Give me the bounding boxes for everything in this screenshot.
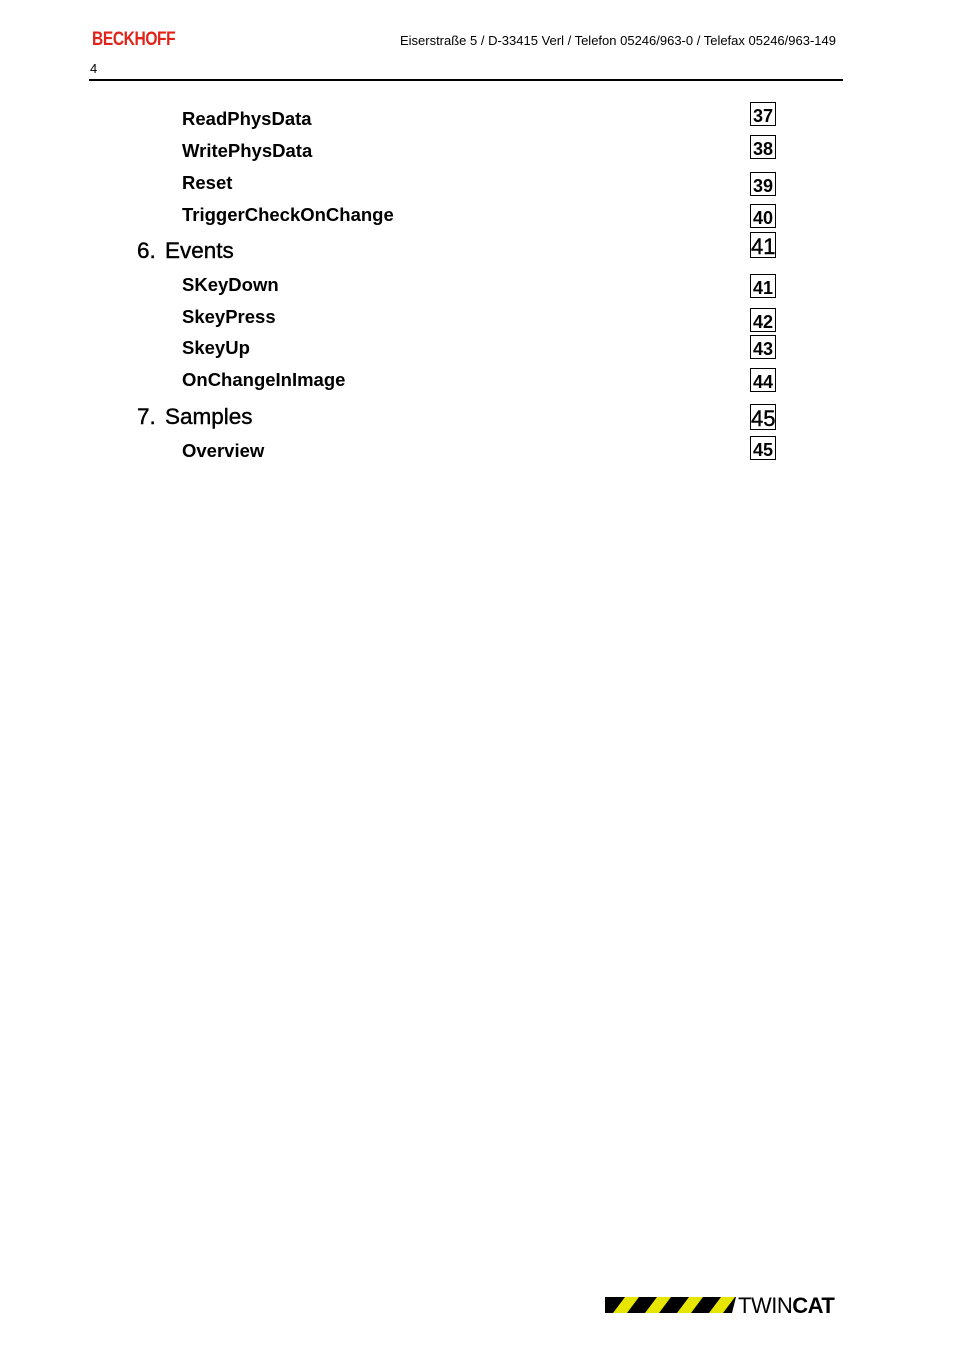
toc-entry-label: SkeyUp [182,337,250,358]
header-rule [89,79,843,81]
toc-entry-label: SkeyPress [182,306,276,327]
toc-entry-label: Overview [182,440,265,461]
header-address: Eiserstraße 5 / D-33415 Verl / Telefon 05246/963-0 / Telefax 05246/963-149 [399,33,836,48]
toc-entry-onchangeinimage[interactable] [0,369,954,393]
toc-entry-label: Reset [182,172,233,193]
toc-page-link[interactable]: 39 [750,172,776,196]
toc-page-link[interactable]: 44 [750,368,776,392]
twincat-logo [605,1293,845,1317]
toc-entry-writephysdata[interactable] [0,140,954,164]
toc-entry-skeyup[interactable] [0,337,954,361]
toc-chapter-number: 6. [137,238,156,263]
hazard-stripe-icon [605,1297,736,1313]
toc-entry-label: SKeyDown [182,274,279,295]
twincat-wordmark: TWINCAT [738,1293,835,1318]
toc-page-link[interactable]: 41 [750,274,776,298]
toc-entry-label: OnChangeInImage [182,369,346,390]
toc-page-link[interactable]: 42 [750,308,776,332]
toc-chapter-label [137,404,253,430]
toc-page-link[interactable]: 45 [751,406,776,430]
toc-entry-skeydown[interactable] [0,274,954,298]
toc-entry-label: WritePhysData [182,140,313,161]
toc-page-link[interactable]: 38 [750,135,776,159]
toc-page-link[interactable]: 43 [750,335,776,359]
page-number: 4 [90,61,98,76]
toc-entry-readphysdata[interactable] [0,108,954,132]
header-logo: BECKHOFF [92,29,176,50]
toc-entry-label: ReadPhysData [182,108,312,129]
toc-chapter-label [137,238,234,264]
toc-chapter-title: Events [165,238,234,263]
toc-chapter-events[interactable] [0,234,954,263]
toc-chapter-title: Samples [165,404,253,429]
toc-entry-triggercheckonchange[interactable] [0,204,954,228]
toc-entry-overview[interactable] [0,440,954,464]
toc-chapter-samples[interactable] [0,404,954,428]
toc-page-link[interactable]: 37 [750,102,776,126]
toc-page-link[interactable]: 45 [750,436,776,460]
toc-page-link[interactable]: 40 [750,204,776,228]
toc-entry-label: TriggerCheckOnChange [182,204,394,225]
toc-chapter-number: 7. [137,404,156,429]
toc-entry-skeypress[interactable] [0,306,954,330]
toc-entry-reset[interactable] [0,172,954,196]
toc-page-link[interactable]: 41 [751,234,776,258]
